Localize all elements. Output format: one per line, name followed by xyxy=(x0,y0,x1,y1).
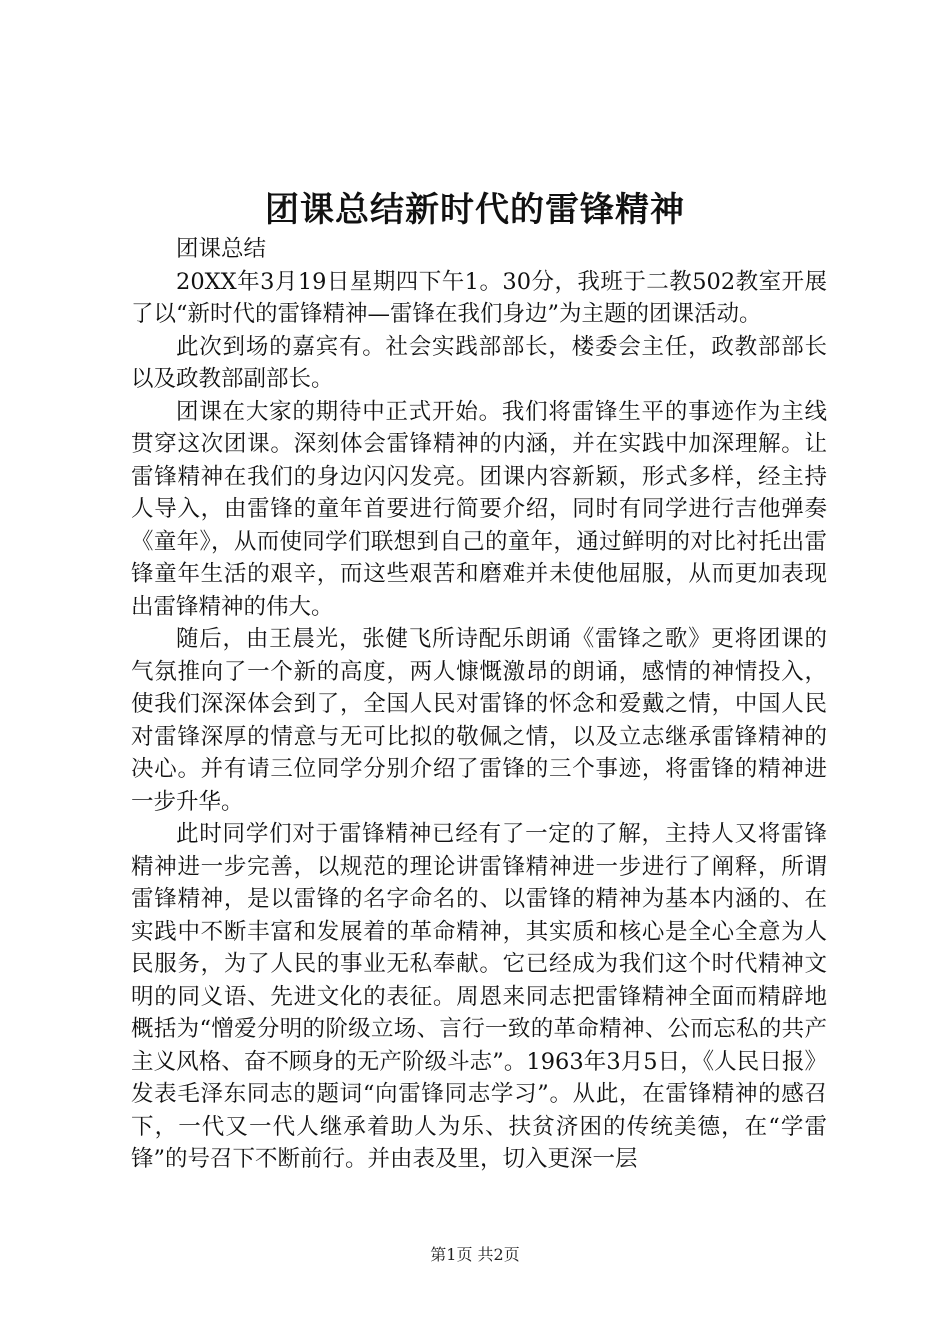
paragraph-heading: 团课总结 xyxy=(176,236,267,262)
paragraph-recitation: 随后，由王晨光，张健飞所诗配乐朗诵《雷锋之歌》更将团课的气氛推向了一个新的高度，两人慷慨激昂的朗诵，感情的神情投入，使我们深深体会到了，全国人民对雷锋的怀念和爱戴之情，中国人民对雷锋深厚的情意与无可比拟的敬佩之情，以及立志继承雷锋精神的决心。并有请三位同学分别介绍了雷锋的三个事迹，将雷锋的精神进一步升华。 xyxy=(131,626,827,815)
paragraph-guests: 此次到场的嘉宾有。社会实践部部长，楼委会主任，政教部部长以及政教部副部长。 xyxy=(131,333,827,392)
document-body xyxy=(131,233,827,1176)
paragraph-spirit-explanation: 此时同学们对于雷锋精神已经有了一定的了解，主持人又将雷锋精神进一步完善，以规范的理论讲雷锋精神进一步进行了阐释，所谓雷锋精神，是以雷锋的名字命名的、以雷锋的精神为基本内涵的、在实践中不断丰富和发展着的革命精神，其实质和核心是全心全意为人民服务，为了人民的事业无私奉献。它已经成为我们这个时代精神文明的同义语、先进文化的表征。周恩来同志把雷锋精神全面而精辟地概括为“憎爱分明的阶级立场、言行一致的革命精神、公而忘私的共产主义风格、奋不顾身的无产阶级斗志”。1963年3月5日，《人民日报》发表毛泽东同志的题词“向雷锋同志学习”。从此，在雷锋精神的感召下，一代又一代人继承着助人为乐、扶贫济困的传统美德，在“学雷锋”的号召下不断前行。并由表及里，切入更深一层 xyxy=(131,821,827,1172)
page-footer: 第1页 共2页 xyxy=(430,1245,520,1264)
paragraph-event-intro: 20XX年3月19日星期四下午1。30分，我班于二教502教室开展了以“新时代的雷锋精神—雷锋在我们身边”为主题的团课活动。 xyxy=(131,268,827,327)
document-title: 团课总结新时代的雷锋精神 xyxy=(265,190,685,230)
paragraph-lesson-start: 团课在大家的期待中正式开始。我们将雷锋生平的事迹作为主线贯穿这次团课。深刻体会雷锋精神的内涵，并在实践中加深理解。让雷锋精神在我们的身边闪闪发亮。团课内容新颖，形式多样，经主持人导入，由雷锋的童年首要进行简要介绍，同时有同学进行吉他弹奏《童年》，从而使同学们联想到自己的童年，通过鲜明的对比衬托出雷锋童年生活的艰辛，而这些艰苦和磨难并未使他屈服，从而更加表现出雷锋精神的伟大。 xyxy=(131,398,827,620)
